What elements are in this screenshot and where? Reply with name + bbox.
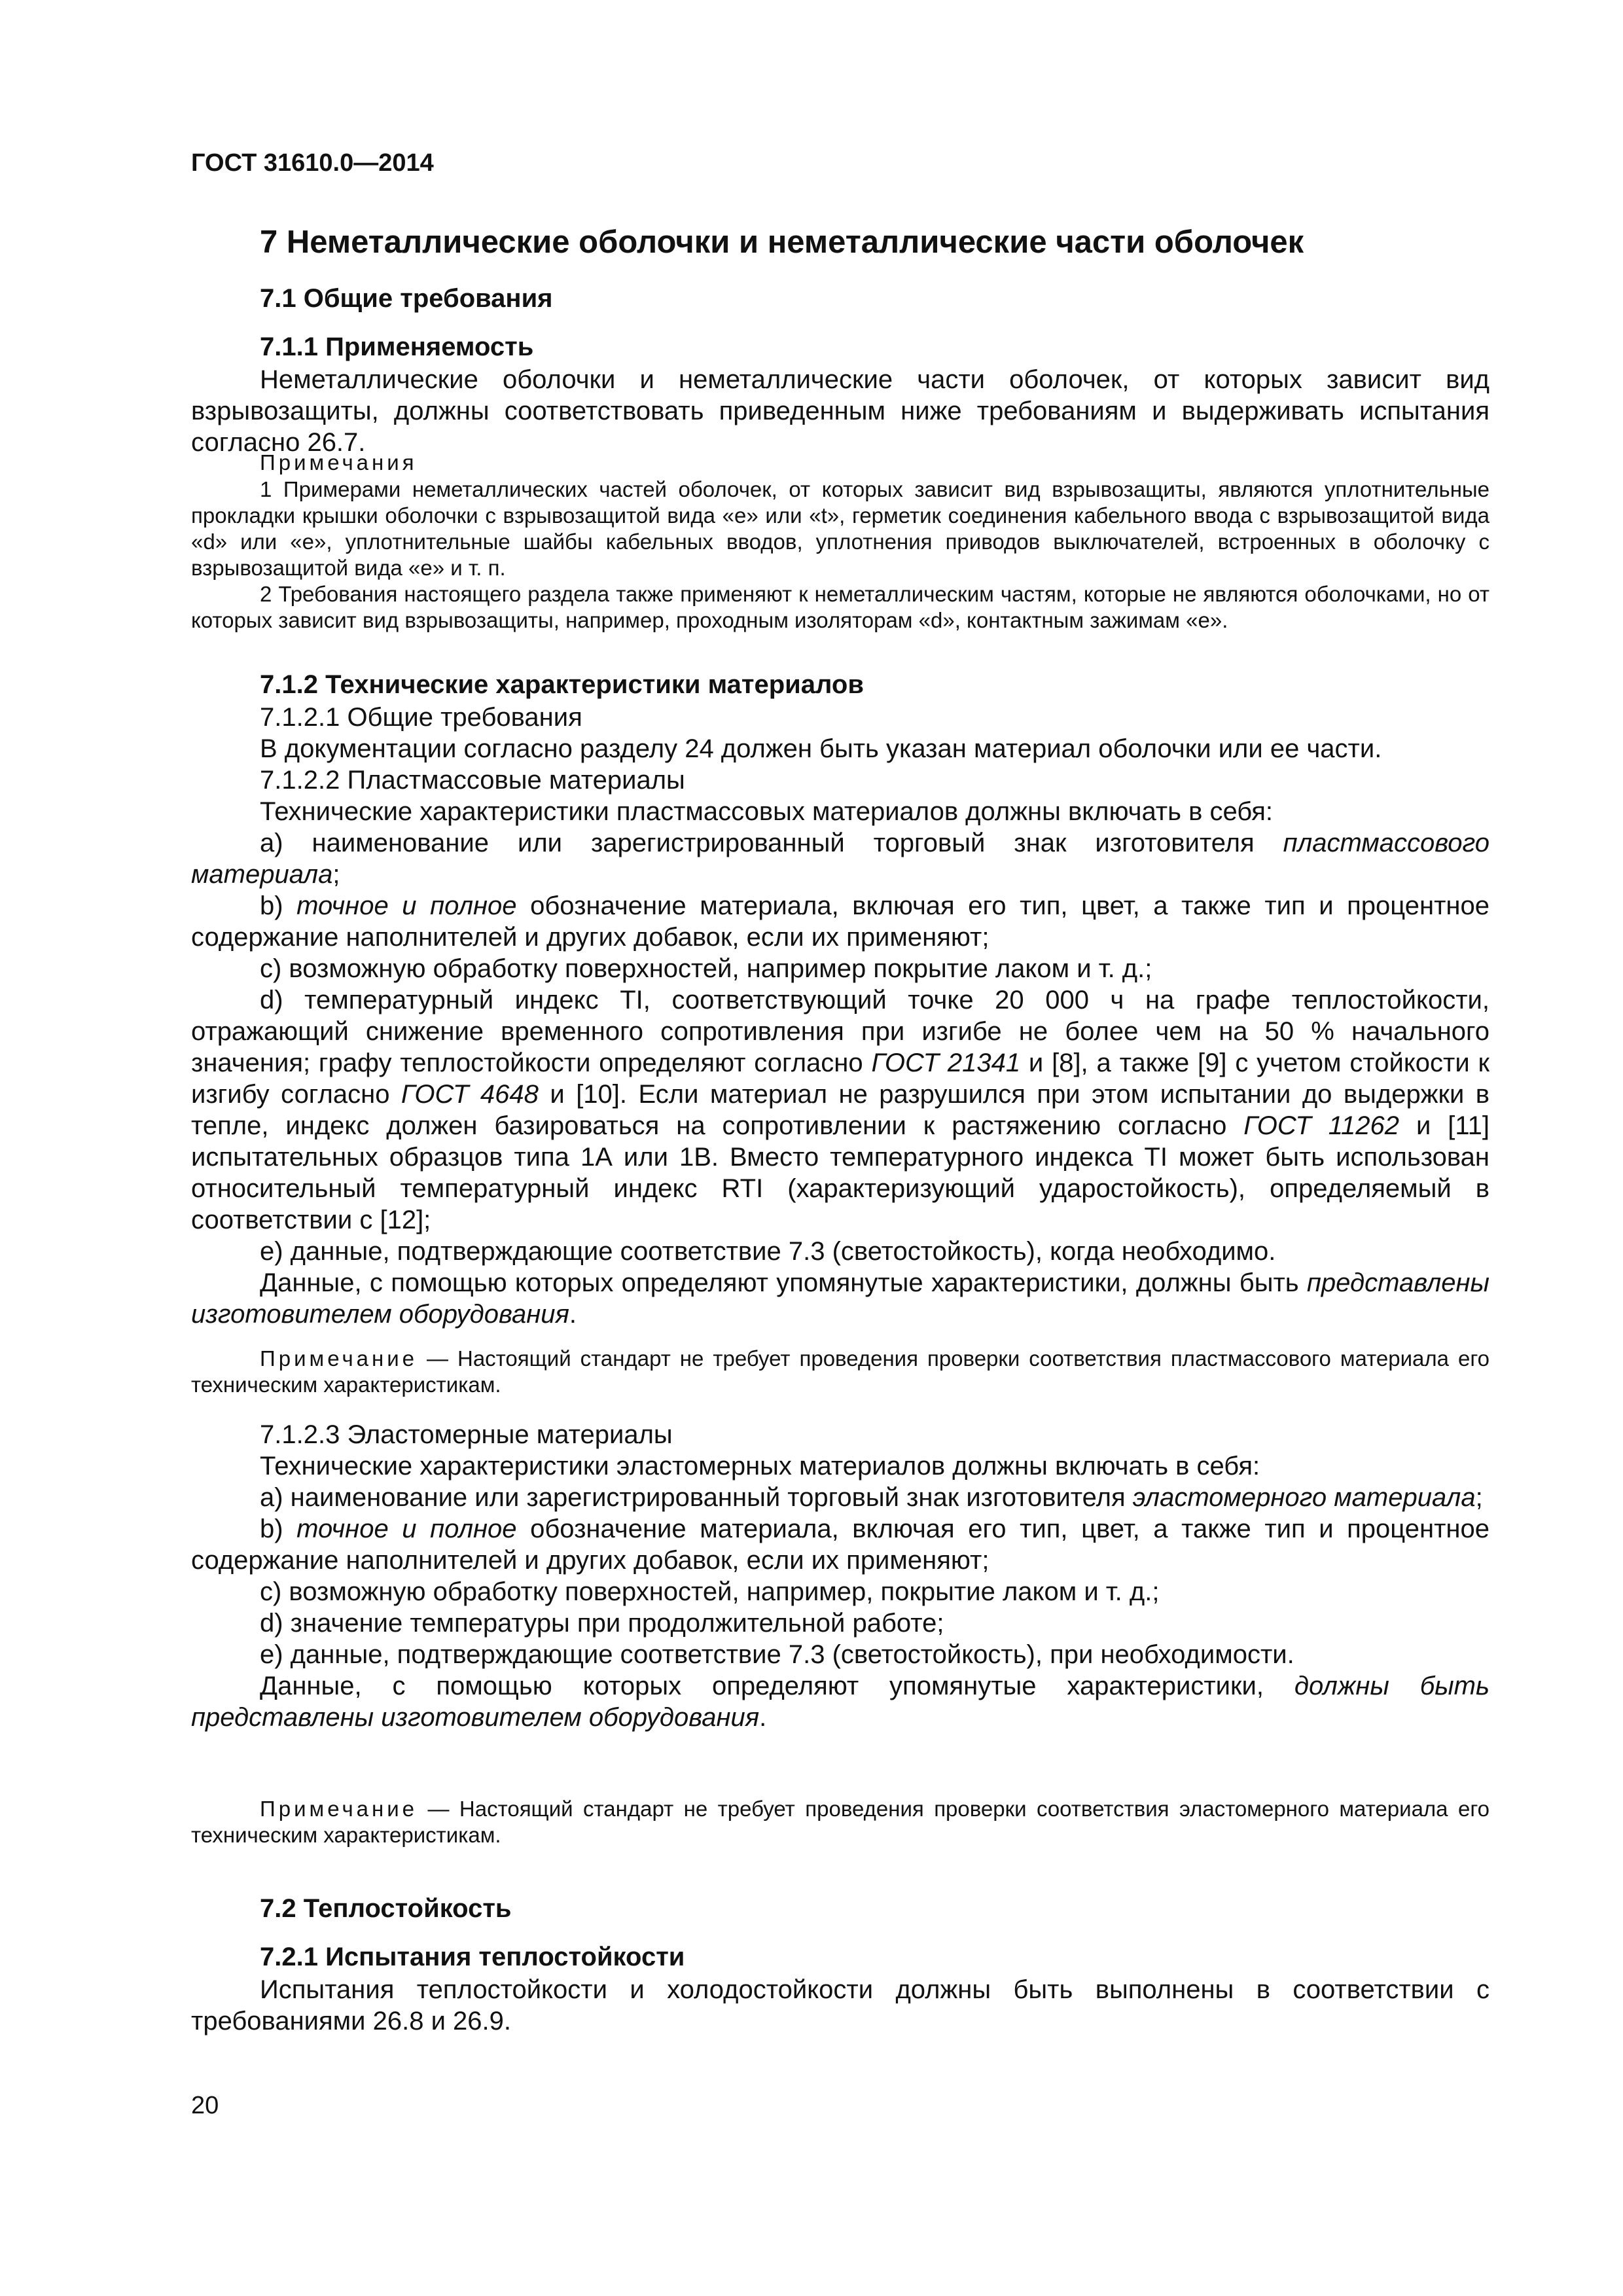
plastics-item-c: с) возможную обработку поверхностей, например покрытие лаком и т. д.; bbox=[260, 954, 1152, 983]
section-7-1-1-body bbox=[191, 364, 1489, 458]
plastics-data-statement: Данные, с помощью которых определяют упомянутые характеристики, должны быть представлены изготовителем оборудования. bbox=[191, 1268, 1489, 1329]
section-7-1-2-title: 7.1.2 Технические характеристики материалов bbox=[260, 670, 864, 699]
elastomers-item-c: с) возможную обработку поверхностей, например, покрытие лаком и т. д.; bbox=[260, 1577, 1160, 1606]
elastomers-item-d: d) значение температуры при продолжительной работе; bbox=[260, 1609, 944, 1638]
section-7-2-title: 7.2 Теплостойкость bbox=[260, 1894, 512, 1923]
note-2: 2 Требования настоящего раздела также применяют к неметаллическим частям, которые не являются оболочками, но от которых зависит вид взрывозащиты, например, проходным изоляторам «d», контактным зажимам «е». bbox=[191, 582, 1489, 632]
note-text: — Настоящий стандарт не требует проведения проверки соответствия эластомерного материала его техническим характеристикам. bbox=[191, 1797, 1489, 1847]
note-1: 1 Примерами неметаллических частей оболочек, от которых зависит вид взрывозащиты, являются уплотнительные прокладки крышки оболочки с взрывозащитой вида «е» или «t», герметик соединения кабельного ввода с взрывозащитой вида «d» или «е», уплотнительные шайбы кабельных вводов, уплотнения приводов выключателей, встроенных в оболочку с взрывозащитой вида «е» и т. п. bbox=[191, 477, 1489, 580]
elastomers-note bbox=[191, 1796, 1489, 1848]
subsection-7-1-2-3-title: 7.1.2.3 Эластомерные материалы bbox=[260, 1420, 673, 1449]
subsection-7-1-2-2-title: 7.1.2.2 Пластмассовые материалы bbox=[260, 766, 685, 795]
notes-caption: Примечания bbox=[260, 450, 418, 475]
plastics-note bbox=[191, 1346, 1489, 1398]
note-label: Примечание bbox=[260, 1797, 418, 1821]
page-number: 20 bbox=[191, 2092, 219, 2119]
elastomers-item-a: а) наименование или зарегистрированный торговый знак изготовителя эластомерного материала; bbox=[260, 1483, 1483, 1512]
elastomers-intro: Технические характеристики эластомерных материалов должны включать в себя: bbox=[260, 1452, 1260, 1480]
section-7-1-1-title: 7.1.1 Применяемость bbox=[260, 332, 534, 361]
plastics-item-e: е) данные, подтверждающие соответствие 7.3 (светостойкость), когда необходимо. bbox=[260, 1237, 1276, 1266]
plastics-section bbox=[191, 702, 1489, 1330]
plastics-intro: Технические характеристики пластмассовых материалов должны включать в себя: bbox=[260, 797, 1274, 826]
applicability-paragraph: Неметаллические оболочки и неметаллические части оболочек, от которых зависит вид взрывозащиты, должны соответствовать приведенным ниже требованиям и выдерживать испытания согласно 26.7. bbox=[191, 365, 1489, 457]
plastics-item-d: d) температурный индекс TI, соответствующий точке 20 000 ч на графе теплостойкости, отражающий снижение временного сопротивления при изгибе не более чем на 50 % начального значения; графу теплостойкости определяют согласно ГОСТ 21341 и [8], а также [9] с учетом стойкости к изгибу согласно ГОСТ 4648 и [10]. Если материал не разрушился при этом испытании до выдержки в тепле, индекс должен базироваться на сопротивлении к растяжению согласно ГОСТ 11262 и [11] испытательных образцов типа 1А или 1В. Вместо температурного индекса TI может быть использован относительный температурный индекс RTI (характеризующий ударостойкость), определяемый в соответствии с [12]; bbox=[191, 986, 1490, 1234]
document-id-header: ГОСТ 31610.0—2014 bbox=[191, 149, 434, 177]
note-text: — Настоящий стандарт не требует проведения проверки соответствия пластмассового материала его техническим характеристикам. bbox=[191, 1346, 1489, 1397]
heat-resistance-paragraph: Испытания теплостойкости и холодостойкости должны быть выполнены в соответствии с требованиями 26.8 и 26.9. bbox=[191, 1975, 1489, 2036]
elastomers-item-b: b) точное и полное обозначение материала, включая его тип, цвет, а также тип и процентное содержание наполнителей и других добавок, если их применяют; bbox=[191, 1515, 1489, 1575]
section-7-title: 7 Неметаллические оболочки и неметаллические части оболочек bbox=[260, 224, 1304, 260]
elastomers-item-e: е) данные, подтверждающие соответствие 7.3 (светостойкость), при необходимости. bbox=[260, 1640, 1294, 1669]
section-7-2-1-title: 7.2.1 Испытания теплостойкости bbox=[260, 1943, 685, 1971]
section-7-2-1-body bbox=[191, 1974, 1489, 2037]
notes-block bbox=[191, 476, 1489, 634]
subsection-7-1-2-1-text: В документации согласно разделу 24 должен быть указан материал оболочки или ее части. bbox=[260, 734, 1382, 763]
plastics-item-a: а) наименование или зарегистрированный торговый знак изготовителя пластмассового материала; bbox=[191, 829, 1489, 889]
section-7-1-title: 7.1 Общие требования bbox=[260, 284, 553, 313]
note-label: Примечание bbox=[260, 1346, 418, 1371]
plastics-item-b: b) точное и полное обозначение материала, включая его тип, цвет, а также тип и процентное содержание наполнителей и других добавок, если их применяют; bbox=[191, 891, 1489, 952]
subsection-7-1-2-1-title: 7.1.2.1 Общие требования bbox=[260, 703, 582, 732]
elastomers-section bbox=[191, 1419, 1489, 1733]
elastomers-data-statement: Данные, с помощью которых определяют упомянутые характеристики, должны быть представлены изготовителем оборудования. bbox=[191, 1672, 1489, 1732]
